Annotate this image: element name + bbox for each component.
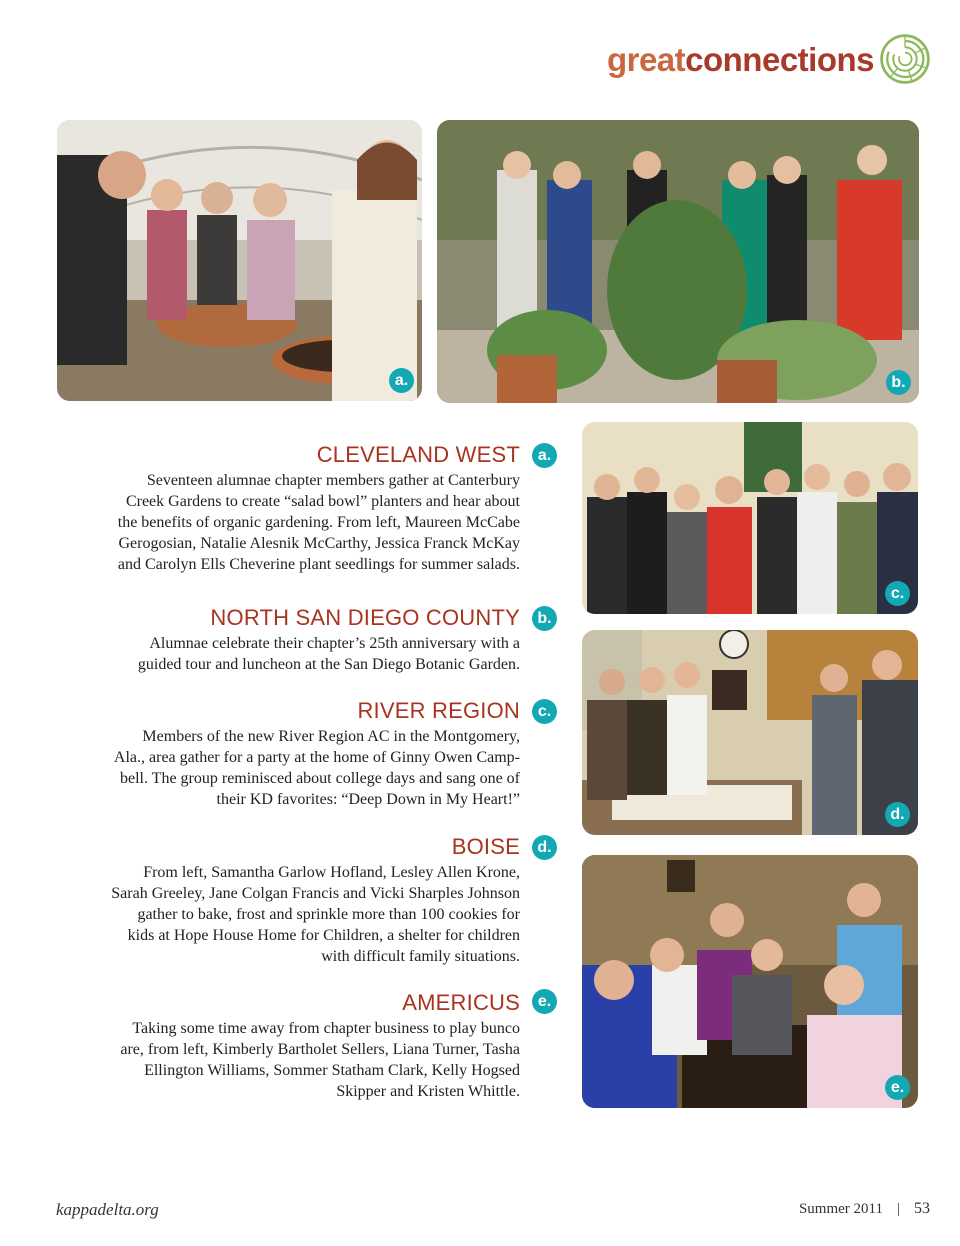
entry-cleveland-west bbox=[60, 442, 520, 575]
entry-badge-c: c. bbox=[532, 699, 557, 724]
botanic-garden-group-image bbox=[437, 120, 919, 403]
americus-bunco-image bbox=[582, 855, 918, 1108]
entry-north-san-diego-county bbox=[60, 605, 520, 675]
entry-river-region bbox=[60, 698, 520, 810]
photo-badge-b: b. bbox=[886, 370, 911, 395]
entry-americus bbox=[60, 990, 520, 1102]
entry-body bbox=[60, 862, 520, 967]
body-line: are, from left, Kimberly Bartholet Sellers, Liana Turner, Tasha bbox=[120, 1041, 520, 1058]
entry-badge-e: e. bbox=[532, 989, 557, 1014]
entry-badge-b: b. bbox=[532, 606, 557, 631]
entry-boise bbox=[60, 834, 520, 967]
body-line: their KD favorites: “Deep Down in My Heart!” bbox=[216, 791, 520, 808]
photo-badge-e: e. bbox=[885, 1075, 910, 1100]
photo-e-americus bbox=[582, 855, 918, 1108]
page-number: 53 bbox=[914, 1200, 930, 1217]
entry-body bbox=[60, 1018, 520, 1102]
body-line: Alumnae celebrate their chapter’s 25th anniversary with a bbox=[149, 635, 520, 652]
photo-d-boise bbox=[582, 630, 918, 835]
body-line: gather to bake, frost and sprinkle more than 100 cookies for bbox=[137, 906, 520, 923]
entry-heading: CLEVELAND WEST bbox=[316, 442, 520, 467]
body-line: Creek Gardens to create “salad bowl” planters and hear about bbox=[125, 493, 520, 510]
entry-heading: NORTH SAN DIEGO COUNTY bbox=[210, 605, 520, 630]
river-region-party-image bbox=[582, 422, 918, 614]
body-line: Ellington Williams, Sommer Statham Clark, Kelly Hogsed bbox=[144, 1062, 520, 1079]
masthead bbox=[607, 28, 932, 90]
body-line: Gerogosian, Natalie Alesnik McCarthy, Jessica Franck McKay bbox=[118, 535, 520, 552]
body-line: Taking some time away from chapter business to play bunco bbox=[132, 1020, 520, 1037]
footer-separator: | bbox=[896, 1200, 900, 1217]
body-line: and Carolyn Ells Cheverine plant seedlings for summer salads. bbox=[117, 556, 520, 573]
body-line: kids at Hope House Home for Children, a shelter for children bbox=[127, 927, 520, 944]
entry-badge-a: a. bbox=[532, 443, 557, 468]
greenhouse-planting-image bbox=[57, 120, 422, 401]
body-line: Sarah Greeley, Jane Colgan Francis and Vicki Sharples Johnson bbox=[111, 885, 520, 902]
nautilus-shell-icon bbox=[878, 32, 932, 86]
footer-issue: Summer 2011 bbox=[798, 1200, 883, 1217]
boise-cookie-baking-image bbox=[582, 630, 918, 835]
body-line: the benefits of organic gardening. From left, Maureen McCabe bbox=[117, 514, 520, 531]
entry-badge-d: d. bbox=[532, 835, 557, 860]
photo-c-river-region bbox=[582, 422, 918, 614]
photo-badge-c: c. bbox=[885, 581, 910, 606]
body-line: Ala., area gather for a party at the home of Ginny Owen Camp- bbox=[113, 749, 520, 766]
entry-body bbox=[60, 726, 520, 810]
photo-b-botanic-garden bbox=[437, 120, 919, 403]
body-line: guided tour and luncheon at the San Diego Botanic Garden. bbox=[137, 656, 520, 673]
entry-body bbox=[60, 633, 520, 675]
body-line: Seventeen alumnae chapter members gather at Canterbury bbox=[146, 472, 520, 489]
photo-badge-d: d. bbox=[885, 802, 910, 827]
footer-issue-info bbox=[799, 1200, 930, 1218]
entry-heading: BOISE bbox=[451, 834, 520, 859]
entry-heading: AMERICUS bbox=[402, 990, 520, 1015]
body-line: bell. The group reminisced about college days and sang one of bbox=[119, 770, 520, 787]
body-line: Members of the new River Region AC in the Montgomery, bbox=[142, 728, 520, 745]
title-connections: connections bbox=[685, 40, 874, 78]
body-line: Skipper and Kristen Whittle. bbox=[336, 1083, 520, 1100]
title-great: great bbox=[606, 40, 686, 78]
footer-website: kappadelta.org bbox=[56, 1200, 159, 1219]
body-line: with difficult family situations. bbox=[321, 948, 520, 965]
photo-a-greenhouse bbox=[57, 120, 422, 401]
photo-badge-a: a. bbox=[389, 368, 414, 393]
body-line: From left, Samantha Garlow Hofland, Lesley Allen Krone, bbox=[143, 864, 520, 881]
entry-body bbox=[60, 470, 520, 575]
entry-heading: RIVER REGION bbox=[357, 698, 520, 723]
